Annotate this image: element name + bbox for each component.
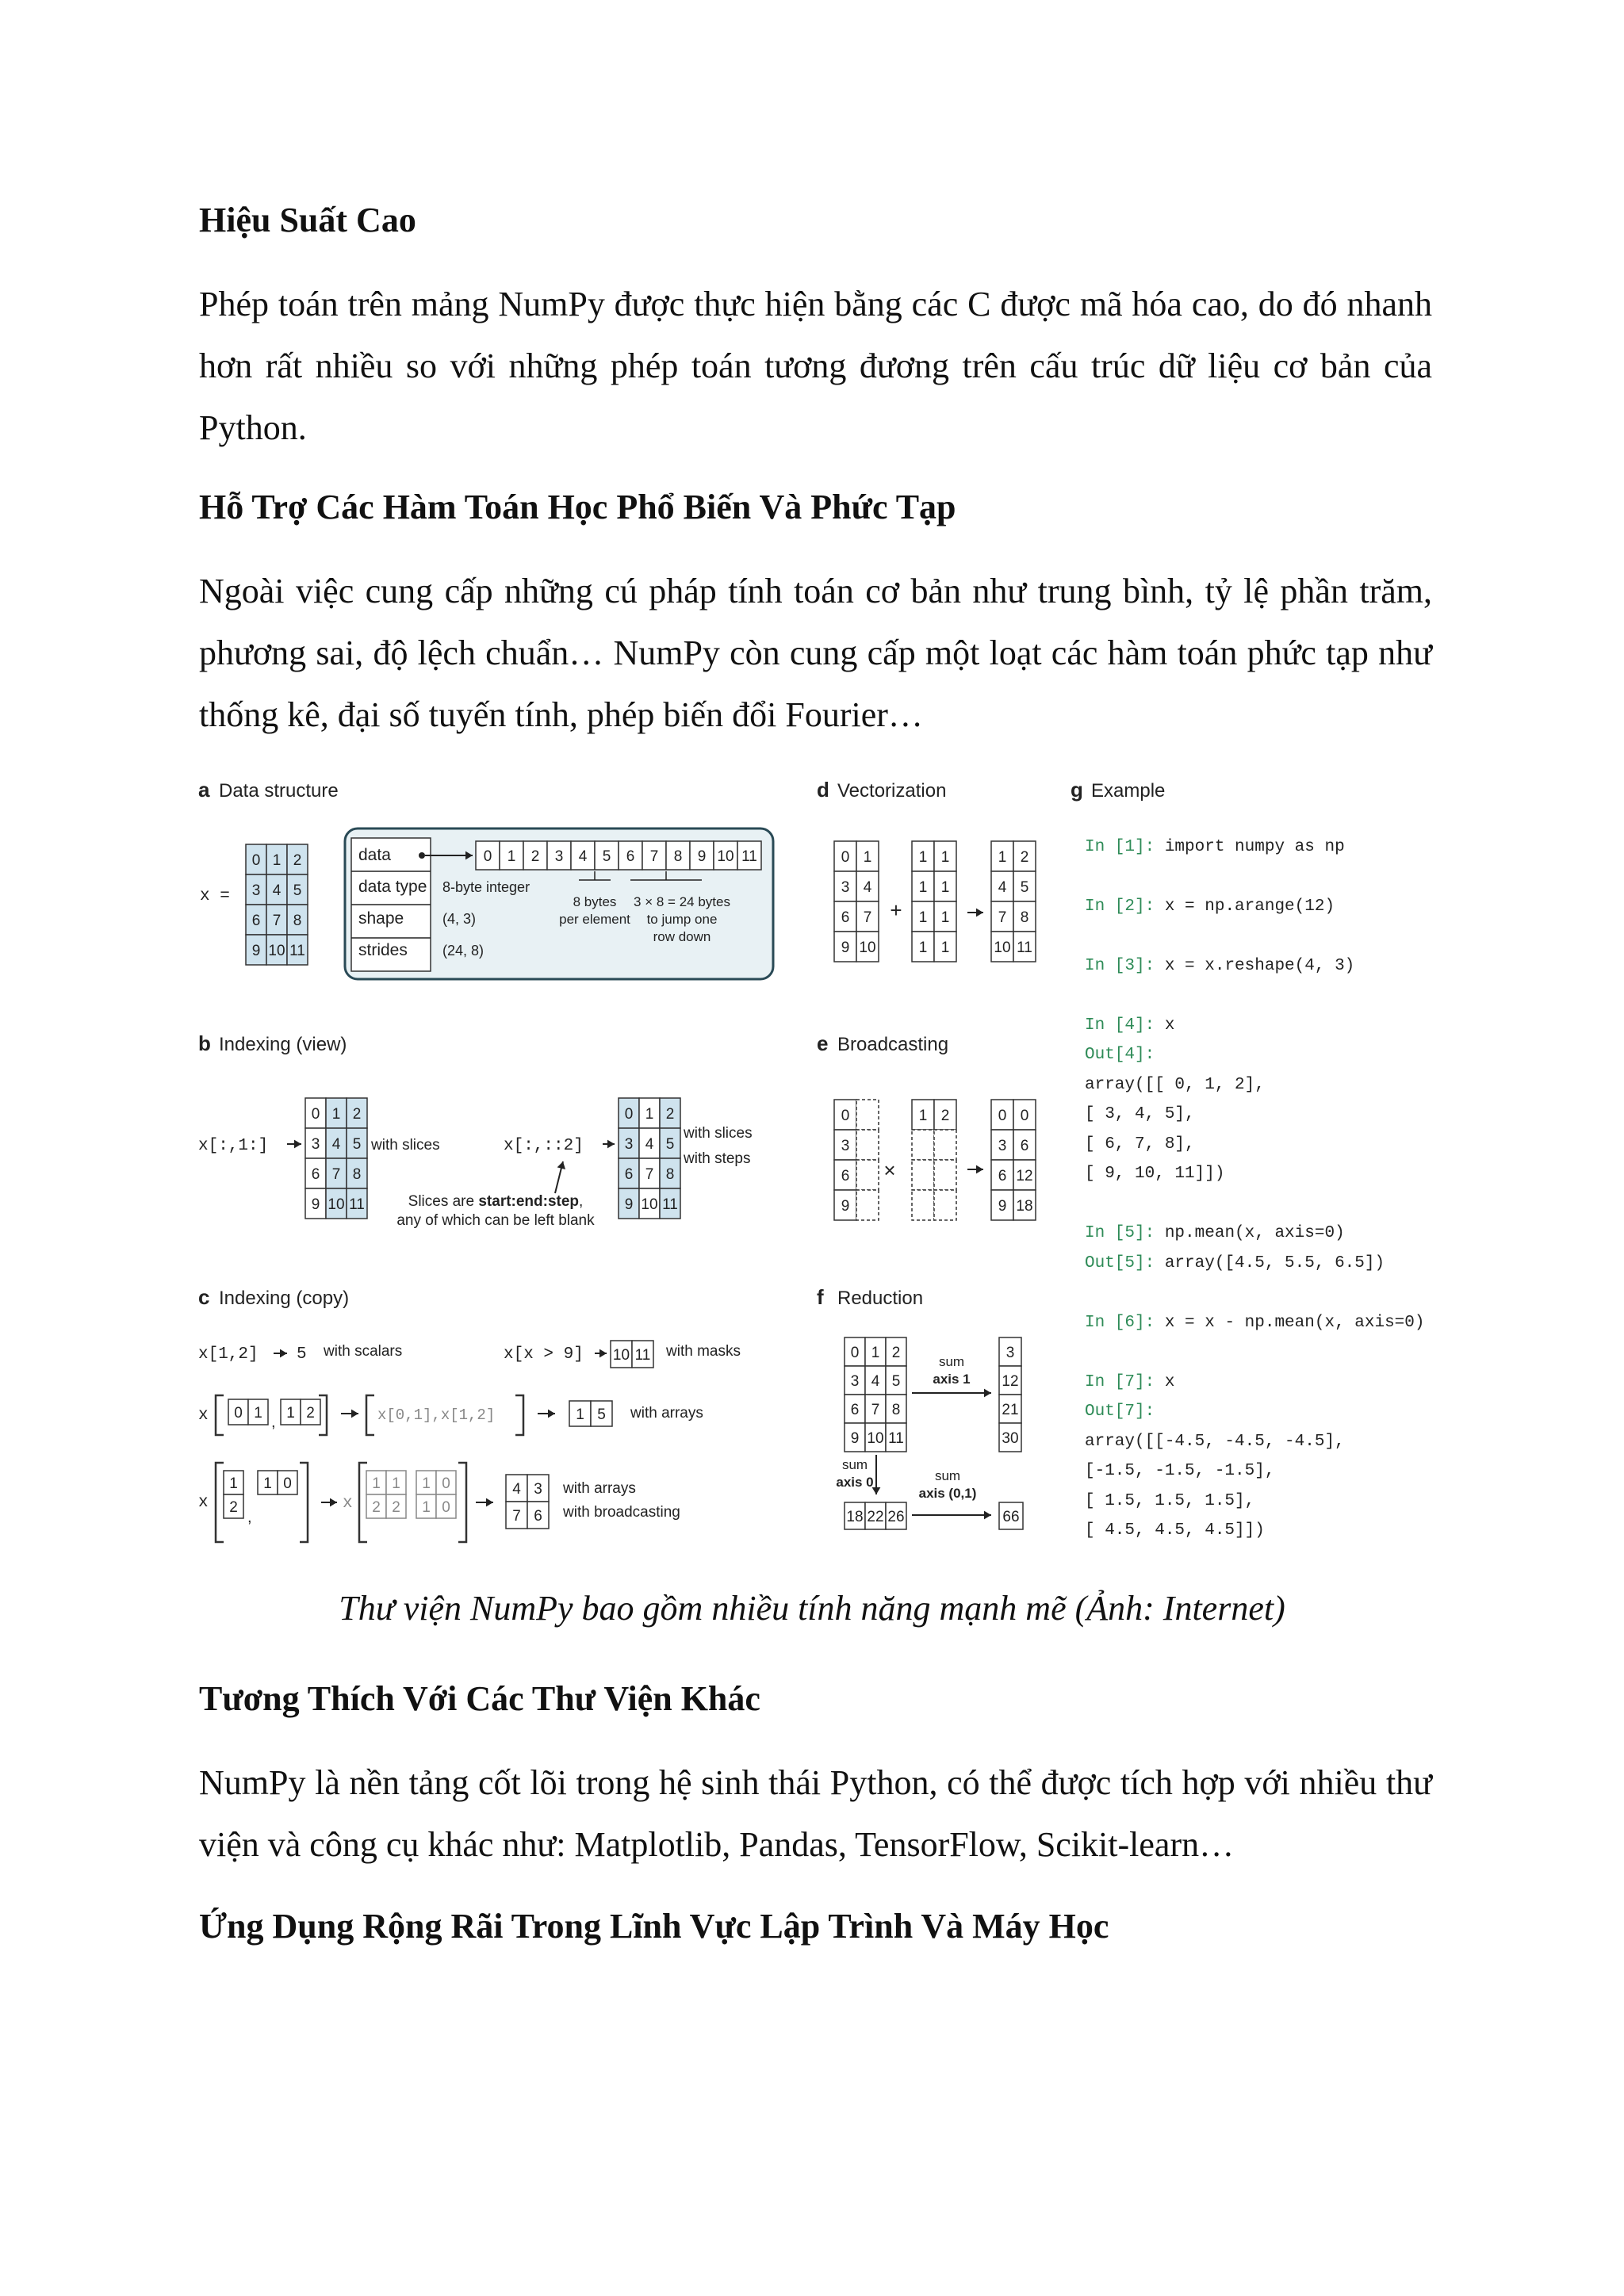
- a-jump-note: to jump one: [646, 912, 718, 927]
- e-col-ghost-cell: [856, 1130, 879, 1160]
- c-bracket-open: [216, 1463, 224, 1542]
- a-memory-cell-value: 8: [673, 848, 683, 865]
- b-grid-2-cell-value: 9: [624, 1196, 634, 1213]
- b-note-bold: start:end:step: [478, 1193, 580, 1210]
- c-label-with-broadcasting: with broadcasting: [563, 1504, 680, 1521]
- d-grid-result-cell-value: 1: [998, 849, 1007, 866]
- g-code-line: [1085, 1135, 1195, 1154]
- f-grid-cell-value: 0: [850, 1345, 860, 1361]
- g-code-line: [1085, 1402, 1155, 1421]
- c-x-label: x: [198, 1494, 209, 1512]
- c-label-with-arrays: with arrays: [563, 1480, 636, 1497]
- g-code-line: [1085, 1433, 1345, 1451]
- a-memory-cell-value: 1: [507, 848, 516, 865]
- c-bc-left-cell-value: 1: [372, 1475, 381, 1492]
- c-bc-left-cell-value: 2: [392, 1499, 400, 1516]
- b-note-arrow-head: [557, 1161, 565, 1169]
- text-line: phương sai, độ lệch chuẩn… NumPy còn cung cấp một loạt các hàm toán phức tạp: [199, 633, 1369, 672]
- c-gather-close: [515, 1395, 523, 1435]
- a-memory-cell-value: 6: [626, 848, 635, 865]
- b-grid-1-cell-value: 3: [311, 1136, 320, 1153]
- b-label-with-steps: with steps: [684, 1150, 751, 1167]
- a-grid-cell-value: 10: [268, 943, 285, 959]
- text-line: nhanh hơn rất nhiều so với những phép toán tương đương trên cấu trúc dữ liệu cơ bản: [199, 285, 1433, 385]
- a-grid-cell-value: 9: [251, 943, 261, 959]
- a-memory-cell-value: 5: [602, 848, 611, 865]
- d-grid-result-cell-value: 8: [1020, 909, 1029, 926]
- panel-e-letter: e: [817, 1031, 829, 1055]
- g-code-prompt: Out[7]:: [1085, 1402, 1155, 1421]
- c-gather-open: [366, 1395, 374, 1435]
- d-grid-result-cell-value: 10: [994, 939, 1011, 956]
- c-index-cell-value: 0: [234, 1405, 243, 1422]
- a-jump-note: row down: [653, 929, 711, 944]
- b-arrow-1-head: [294, 1140, 301, 1149]
- g-code-prompt: In [5]:: [1085, 1224, 1165, 1242]
- a-field-value: 8-byte integer: [442, 879, 530, 895]
- f-axis01-label: axis (0,1): [918, 1486, 977, 1501]
- a-grid-cell-value: 5: [293, 882, 302, 899]
- d-grid-result-cell-value: 7: [998, 909, 1007, 926]
- e-row-ghost-cell: [912, 1190, 934, 1220]
- c-bracket-open: [216, 1395, 224, 1435]
- c-arrow-mask-head: [599, 1349, 607, 1358]
- g-code-text: x = x.reshape(4, 3): [1164, 957, 1355, 975]
- a-memory-cell-value: 2: [530, 848, 540, 865]
- d-grid-ones-cell-value: 1: [918, 849, 928, 866]
- b-arrow-2-head: [607, 1140, 615, 1149]
- a-grid-cell-value: 11: [289, 943, 305, 959]
- e-col-ghost-cell: [856, 1100, 879, 1130]
- b-grid-1-cell-value: 0: [311, 1106, 320, 1123]
- text-line: NumPy là nền tảng cốt lõi trong hệ sinh thái Python, có thể được tích hợp với nhiều: [199, 1763, 1377, 1802]
- c-mask-cell-value: 10: [612, 1347, 630, 1364]
- f-col-sum-cell-value: 26: [887, 1509, 905, 1525]
- d-grid-x-cell-value: 7: [863, 909, 872, 926]
- e-grid-result-cell-value: 12: [1016, 1168, 1033, 1184]
- b-grid-1-cell-value: 10: [327, 1196, 345, 1213]
- g-code-text: import numpy as np: [1164, 838, 1345, 856]
- g-code-text: x: [1164, 1016, 1175, 1035]
- heading-high-performance: Hiệu Suất Cao: [199, 201, 416, 239]
- d-grid-result-cell-value: 4: [998, 879, 1007, 896]
- d-grid-ones-cell-value: 1: [940, 909, 950, 926]
- b-grid-2-cell-value: 10: [641, 1196, 658, 1213]
- d-grid-x-cell-value: 0: [841, 849, 850, 866]
- b-grid-1-cell-value: 9: [311, 1196, 320, 1213]
- f-grid-cell-value: 10: [867, 1430, 884, 1447]
- e-grid-result-cell-value: 6: [1020, 1138, 1029, 1154]
- e-col-ghost-cell: [856, 1160, 879, 1190]
- c-label-with-scalars: with scalars: [324, 1343, 403, 1360]
- g-code-text: [ 1.5, 1.5, 1.5],: [1085, 1492, 1255, 1510]
- c-bc-left-cell-value: 1: [392, 1475, 400, 1492]
- b-expr-2: x[:,::2]: [504, 1137, 584, 1155]
- g-code-prompt: In [1]:: [1085, 838, 1165, 856]
- c-bidx-cell-value: 0: [283, 1475, 292, 1492]
- a-memory-cell-value: 7: [649, 848, 659, 865]
- d-grid-ones-cell-value: 1: [940, 939, 950, 956]
- g-code-line: [1085, 1492, 1254, 1510]
- c-index-cell-value: 2: [306, 1405, 315, 1422]
- d-grid-x-cell-value: 4: [863, 879, 872, 896]
- e-row-cell-value: 1: [918, 1108, 928, 1124]
- a-data-dot: [419, 852, 425, 859]
- a-field-name: strides: [358, 941, 408, 959]
- f-arrow-axis1-head: [984, 1389, 991, 1398]
- a-memory-cell-value: 11: [741, 848, 757, 865]
- c-bc-result-cell-value: 3: [534, 1481, 542, 1498]
- panel-c-title: Indexing (copy): [219, 1288, 350, 1309]
- panel-b-title: Indexing (view): [219, 1034, 347, 1055]
- d-grid-x-cell-value: 3: [841, 879, 850, 896]
- f-grid-cell-value: 9: [850, 1430, 860, 1447]
- c-bidx-cell-value: 2: [229, 1499, 238, 1516]
- f-grid-cell-value: 3: [850, 1373, 860, 1390]
- d-grid-result-cell-value: 5: [1020, 879, 1029, 896]
- c-x-label: x: [198, 1406, 209, 1425]
- e-grid-result-cell-value: 0: [1020, 1108, 1029, 1124]
- b-label-with-slices: with slices: [684, 1125, 753, 1142]
- c-bc-right-cell-value: 0: [442, 1499, 450, 1516]
- g-code-text: [ 9, 10, 11]]): [1085, 1165, 1225, 1183]
- c-bidx-cell-value: 1: [229, 1475, 238, 1492]
- g-code-line: [1085, 1373, 1174, 1391]
- g-code-line: [1085, 957, 1354, 975]
- d-grid-ones-cell-value: 1: [918, 909, 928, 926]
- b-grid-1-cell-value: 4: [331, 1136, 341, 1153]
- b-grid-2-cell-value: 5: [665, 1136, 675, 1153]
- b-grid-1-cell-value: 7: [331, 1166, 341, 1183]
- d-grid-ones-cell-value: 1: [918, 939, 928, 956]
- b-grid-1-cell-value: 11: [349, 1196, 365, 1213]
- a-field-name: data: [358, 846, 391, 864]
- figure-caption: Thư viện NumPy bao gồm nhiều tính năng mạnh mẽ (Ảnh: Internet): [339, 1589, 1285, 1628]
- g-code-prompt: In [4]:: [1085, 1016, 1165, 1035]
- panel-c-letter: c: [198, 1285, 210, 1309]
- d-grid-x-cell-value: 1: [863, 849, 872, 866]
- f-grid-cell-value: 6: [850, 1402, 860, 1418]
- b-grid-1-cell-value: 6: [311, 1166, 320, 1183]
- c-bracket-close: [300, 1463, 308, 1542]
- c-scalar-result: 5: [297, 1345, 307, 1364]
- g-code-line: [1085, 838, 1345, 856]
- a-grid-cell-value: 8: [293, 913, 302, 929]
- g-code-line: [1085, 1076, 1265, 1094]
- g-code-text: x = np.arange(12): [1164, 897, 1335, 916]
- g-code-prompt: Out[5]:: [1085, 1254, 1165, 1272]
- a-grid-cell-value: 0: [251, 852, 261, 869]
- c-comma: ,: [247, 1509, 252, 1526]
- e-times: ×: [883, 1158, 896, 1182]
- a-bytes-note: 8 bytes: [573, 894, 617, 909]
- d-grid-x-cell-value: 6: [841, 909, 850, 926]
- g-code-prompt: In [6]:: [1085, 1314, 1165, 1332]
- e-grid-result-cell-value: 6: [998, 1168, 1007, 1184]
- e-row-ghost-cell: [912, 1160, 934, 1190]
- g-code-line: [1085, 897, 1335, 916]
- f-row-sum-cell-value: 21: [1002, 1402, 1019, 1418]
- b-grid-1-cell-value: 1: [331, 1106, 341, 1123]
- c-bc-right-cell-value: 0: [442, 1475, 450, 1492]
- a-field-name: data type: [358, 878, 427, 896]
- e-row-ghost-cell: [934, 1190, 956, 1220]
- heading-math-functions: Hỗ Trợ Các Hàm Toán Học Phổ Biến Và Phức Tạp: [199, 488, 956, 526]
- g-code-prompt: In [7]:: [1085, 1373, 1165, 1391]
- numpy-diagram: [190, 765, 1443, 1554]
- d-grid-ones-cell-value: 1: [940, 849, 950, 866]
- g-code-prompt: In [2]:: [1085, 897, 1165, 916]
- e-col-cell-value: 0: [841, 1108, 850, 1124]
- e-arrow-head: [976, 1165, 983, 1174]
- a-grid-cell-value: 4: [272, 882, 282, 899]
- a-grid-cell-value: 3: [251, 882, 261, 899]
- a-x-label: x =: [200, 887, 230, 905]
- b-grid-2-cell-value: 6: [624, 1166, 634, 1183]
- heading-applications: Ứng Dụng Rộng Rãi Trong Lĩnh Vực Lập Trình Và Máy Học: [199, 1907, 1109, 1946]
- heading-compatibility: Tương Thích Với Các Thư Viện Khác: [199, 1679, 760, 1718]
- c-arrow-bc2-head: [486, 1498, 493, 1507]
- e-row-ghost-cell: [934, 1130, 956, 1160]
- d-plus: +: [890, 898, 902, 922]
- f-sum-label: sum: [841, 1457, 868, 1472]
- g-code-line: [1085, 1521, 1265, 1540]
- g-code-text: [-1.5, -1.5, -1.5],: [1085, 1462, 1275, 1480]
- paragraph-high-performance: [199, 274, 1432, 459]
- f-row-sum-cell-value: 3: [1005, 1345, 1015, 1361]
- e-col-ghost-cell: [856, 1190, 879, 1220]
- f-sum-label: sum: [934, 1468, 961, 1483]
- b-grid-2-cell-value: 1: [645, 1106, 654, 1123]
- d-arrow-head: [976, 909, 983, 917]
- b-grid-2-cell-value: 3: [624, 1136, 634, 1153]
- c-expr-mask: x[x > 9]: [504, 1345, 584, 1364]
- d-grid-x-cell-value: 10: [859, 939, 876, 956]
- a-field-value: (24, 8): [442, 943, 485, 959]
- panel-b-letter: b: [198, 1031, 211, 1055]
- d-grid-x-cell-value: 9: [841, 939, 850, 956]
- c-bc-close: [458, 1463, 466, 1542]
- b-grid-1-cell-value: 8: [352, 1166, 362, 1183]
- c-label-with-masks: with masks: [666, 1343, 741, 1360]
- g-code-text: array([4.5, 5.5, 6.5]): [1164, 1254, 1385, 1272]
- e-grid-result-cell-value: 9: [998, 1198, 1007, 1215]
- a-bytes-note: per element: [559, 912, 630, 927]
- c-array-result-cell-value: 1: [576, 1406, 584, 1423]
- c-mask-cell-value: 11: [634, 1347, 651, 1364]
- panel-d-letter: d: [817, 778, 829, 802]
- panel-f-title: Reduction: [837, 1288, 924, 1309]
- paragraph-math-functions: [199, 561, 1432, 746]
- a-memory-cell-value: 0: [483, 848, 492, 865]
- c-bc-result-cell-value: 7: [512, 1508, 521, 1525]
- a-grid-cell-value: 1: [272, 852, 282, 869]
- g-code-line: [1085, 1016, 1174, 1035]
- b-grid-2-cell-value: 7: [645, 1166, 654, 1183]
- text-line: Ngoài việc cung cấp những cú pháp tính toán cơ bản như trung bình, tỷ lệ phần trăm,: [199, 572, 1432, 610]
- g-code-text: [ 3, 4, 5],: [1085, 1105, 1195, 1123]
- g-code-line: [1085, 1105, 1195, 1123]
- c-arrow-array-head: [548, 1410, 555, 1418]
- c-bc-right-cell-value: 1: [422, 1499, 431, 1516]
- c-bc-left-cell-value: 2: [372, 1499, 381, 1516]
- f-grid-cell-value: 5: [891, 1373, 901, 1390]
- c-gather-expr: x[0,1],x[1,2]: [377, 1406, 496, 1424]
- c-bc-result-cell-value: 4: [512, 1481, 521, 1498]
- g-code-line: [1085, 1314, 1424, 1332]
- g-code-text: [ 4.5, 4.5, 4.5]]): [1085, 1521, 1265, 1540]
- f-row-sum-cell-value: 30: [1002, 1430, 1019, 1447]
- a-memory-cell-value: 3: [554, 848, 564, 865]
- paragraph-compatibility: [199, 1752, 1432, 1876]
- c-array-result-cell-value: 5: [597, 1406, 606, 1423]
- g-code-line: [1085, 1165, 1224, 1183]
- b-grid-2-cell-value: 4: [645, 1136, 654, 1153]
- f-grid-cell-value: 7: [871, 1402, 880, 1418]
- f-col-sum-cell-value: 18: [846, 1509, 864, 1525]
- f-total-cell-value: 66: [1002, 1509, 1020, 1525]
- c-arrow-gather-head: [351, 1410, 358, 1418]
- f-grid-cell-value: 4: [871, 1373, 880, 1390]
- a-field-value: (4, 3): [442, 911, 477, 927]
- panel-a-letter: a: [198, 778, 210, 802]
- c-expr-scalar: x[1,2]: [198, 1345, 259, 1364]
- g-code-text: np.mean(x, axis=0): [1164, 1224, 1345, 1242]
- g-code-prompt: In [3]:: [1085, 957, 1165, 975]
- f-sum-label: sum: [938, 1354, 965, 1369]
- panel-d-title: Vectorization: [837, 780, 947, 802]
- b-grid-2-cell-value: 11: [662, 1196, 678, 1213]
- c-bc-right-cell-value: 1: [422, 1475, 431, 1492]
- e-grid-result-cell-value: 18: [1016, 1198, 1033, 1215]
- f-row-sum-cell-value: 12: [1002, 1373, 1019, 1390]
- c-bc-result-cell-value: 6: [534, 1508, 542, 1525]
- panel-g-letter: g: [1071, 778, 1083, 802]
- d-grid-result-cell-value: 11: [1017, 939, 1032, 956]
- f-grid-cell-value: 11: [888, 1430, 904, 1447]
- b-grid-1-cell-value: 2: [352, 1106, 362, 1123]
- f-grid-cell-value: 8: [891, 1402, 901, 1418]
- d-grid-result-cell-value: 2: [1020, 849, 1029, 866]
- g-code-line: [1085, 1462, 1274, 1480]
- g-code-text: x = x - np.mean(x, axis=0): [1164, 1314, 1425, 1332]
- numpy-features-figure: [190, 765, 1443, 1554]
- panel-e-title: Broadcasting: [837, 1034, 949, 1055]
- a-grid-cell-value: 7: [272, 913, 282, 929]
- b-grid-2-cell-value: 2: [665, 1106, 675, 1123]
- e-col-cell-value: 3: [841, 1138, 850, 1154]
- text-line: thư viện và công cụ khác như: Matplotlib, Pandas, TensorFlow, Scikit-learn…: [199, 1763, 1433, 1864]
- a-memory-cell-value: 10: [717, 848, 734, 865]
- e-row-ghost-cell: [912, 1130, 934, 1160]
- f-col-sum-cell-value: 22: [867, 1509, 884, 1525]
- g-code-line: [1085, 1046, 1155, 1064]
- text-line: Phép toán trên mảng NumPy được thực hiện bằng các C được mã hóa cao, do đó: [199, 285, 1338, 323]
- c-index-cell-value: 1: [286, 1405, 295, 1422]
- d-grid-ones-cell-value: 1: [918, 879, 928, 896]
- c-x-label: x: [343, 1494, 353, 1513]
- a-memory-cell-value: 9: [697, 848, 707, 865]
- a-jump-note: 3 × 8 = 24 bytes: [634, 894, 730, 909]
- g-code-prompt: Out[4]:: [1085, 1046, 1155, 1064]
- e-row-ghost-cell: [934, 1160, 956, 1190]
- c-comma: ,: [271, 1414, 276, 1431]
- e-grid-result-cell-value: 0: [998, 1108, 1007, 1124]
- panel-f-letter: f: [817, 1285, 824, 1309]
- text-line: như thống kê, đại số tuyến tính, phép biến đổi Fourier…: [199, 633, 1433, 734]
- c-label-with-arrays: with arrays: [630, 1405, 703, 1422]
- e-col-cell-value: 6: [841, 1168, 850, 1184]
- f-grid-cell-value: 1: [871, 1345, 880, 1361]
- a-grid-cell-value: 2: [293, 852, 302, 869]
- f-axis0-label: axis 0: [836, 1475, 874, 1490]
- c-arrow-bc1-head: [330, 1498, 337, 1507]
- a-field-name: shape: [358, 909, 404, 928]
- g-code-text: [ 6, 7, 8],: [1085, 1135, 1195, 1154]
- b-note-line-1: Slices are start:end:step,: [408, 1193, 584, 1210]
- d-grid-ones-cell-value: 1: [940, 879, 950, 896]
- f-axis1-label: axis 1: [933, 1372, 971, 1387]
- c-index-cell-value: 1: [254, 1405, 262, 1422]
- text-line: của Python.: [199, 346, 1433, 447]
- g-code-text: array([[ 0, 1, 2],: [1085, 1076, 1265, 1094]
- a-memory-cell-value: 4: [578, 848, 588, 865]
- b-label-with-slices: with slices: [371, 1137, 440, 1154]
- a-grid-cell-value: 6: [251, 913, 261, 929]
- g-code-line: [1085, 1224, 1345, 1242]
- b-grid-2-cell-value: 0: [624, 1106, 634, 1123]
- g-code-text: x: [1164, 1373, 1175, 1391]
- b-grid-2-cell-value: 8: [665, 1166, 675, 1183]
- g-code-line: [1085, 1254, 1385, 1272]
- b-grid-1-cell-value: 5: [352, 1136, 362, 1153]
- f-arrow-axis01-head: [984, 1511, 991, 1520]
- panel-a-title: Data structure: [219, 780, 339, 802]
- e-row-cell-value: 2: [940, 1108, 950, 1124]
- g-code-text: array([[-4.5, -4.5, -4.5],: [1085, 1433, 1345, 1451]
- c-bidx-cell-value: 1: [263, 1475, 272, 1492]
- panel-g-title: Example: [1091, 780, 1166, 802]
- b-expr-1: x[:,1:]: [198, 1137, 269, 1155]
- c-arrow-scalar-head: [280, 1349, 287, 1358]
- b-note-line-2: any of which can be left blank: [396, 1212, 595, 1229]
- f-grid-cell-value: 2: [891, 1345, 901, 1361]
- e-col-cell-value: 9: [841, 1198, 850, 1215]
- e-grid-result-cell-value: 3: [998, 1138, 1007, 1154]
